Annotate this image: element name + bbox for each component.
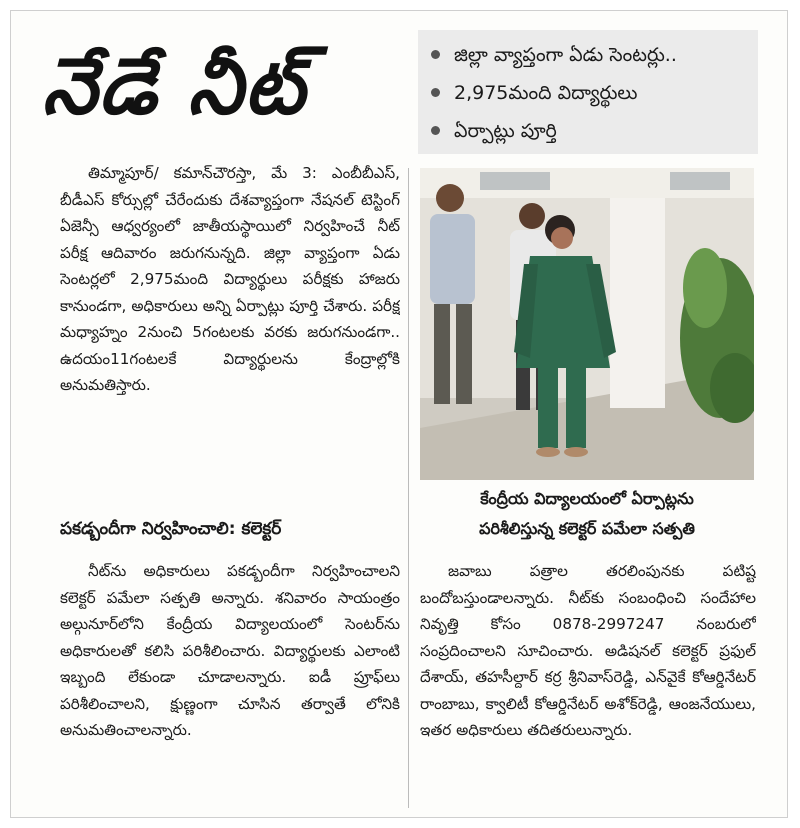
highlight-item: జిల్లా వ్యాప్తంగా ఏడు సెంటర్లు.. [418,36,758,74]
bullet-icon [431,50,440,59]
headline: నేడే నీట్ [42,42,307,132]
highlight-item: 2,975మంది విద్యార్థులు [418,74,758,112]
news-photo [420,168,754,480]
photo-caption: కేంద్రీయ విద్యాలయంలో ఏర్పాట్లను పరిశీలిస్తున్న కలెక్టర్ పమేలా సత్పతి [479,489,695,538]
column-divider [408,168,409,808]
intro-paragraph: తిమ్మాపూర్/ కమాన్‌చౌరస్తా, మే 3: ఎంబీబీఎస్, బీడీఎస్ కోర్సుల్లో చేరేందుకు దేశవ్యాప్తంగా నేషనల్ టెస్టింగ్ ఏజెన్సీ ఆధ్వర్యంలో జాతీయస్థాయిలో నిర్వహించే నీట్ పరీక్ష ఆదివారం జరుగనున్నది. జిల్లా వ్యాప్తంగా ఏడు సెంటర్లలో 2,975మంది విద్యార్థులు పరీక్షకు హాజరు కానుండగా, అధికారులు అన్ని ఏర్పాట్లు పూర్తి చేశారు. పరీక్ష మధ్యాహ్నం 2నుంచి 5గంటలకు వరకు జరుగనుండగా.. ఉదయం11గంటలకే విద్యార్థులను కేంద్రాల్లోకి అనుమతిస్తారు. [60,164,400,394]
highlights-box [418,30,758,154]
body-column-left: నీట్‌ను అధికారులు పకడ్బందీగా నిర్వహించాలని కలెక్టర్ పమేలా సత్పతి అన్నారు. శనివారం సాయంత్రం అల్గునూర్‌లోని కేంద్రీయ విద్యాలయంలో సెంటర్‌ను అధికారులతో కలిసి పరిశీలించారు. విద్యార్థులకు ఎలాంటి ఇబ్బంది లేకుండా చూడాలన్నారు. ఐడీ ప్రూఫ్‌లు పరిశీలించాలని, క్షుణ్ణంగా చూసిన తర్వాతే లోనికి అనుమతించాలన్నారు. [60,562,400,739]
subheading: పకడ్బందీగా నిర్వహించాలి: కలెక్టర్ [60,519,282,539]
body-column-right: జవాబు పత్రాల తరలింపునకు పటిష్ట బందోబస్తుండాలన్నారు. నీట్‌కు సంబంధించి సందేహాల నివృత్తి కోసం 0878-2997247 నంబరులో సంప్రదించాలని సూచించారు. అడిషనల్ కలెక్టర్ ప్రఫుల్ దేశాయ్, తహసీల్దార్ కర్ర శ్రీనివాస్‌రెడ్డి, ఎన్‌వైకే కోఆర్డినేటర్ రాంబాబు, క్వాలిటీ కోఆర్డినేటర్ అశోక్‌రెడ్డి, ఆంజనేయులు, ఇతర అధికారులు తదితరులున్నారు. [420,562,756,739]
bullet-icon [431,126,440,135]
highlight-item: ఏర్పాట్లు పూర్తి [418,112,758,150]
bullet-icon [431,88,440,97]
